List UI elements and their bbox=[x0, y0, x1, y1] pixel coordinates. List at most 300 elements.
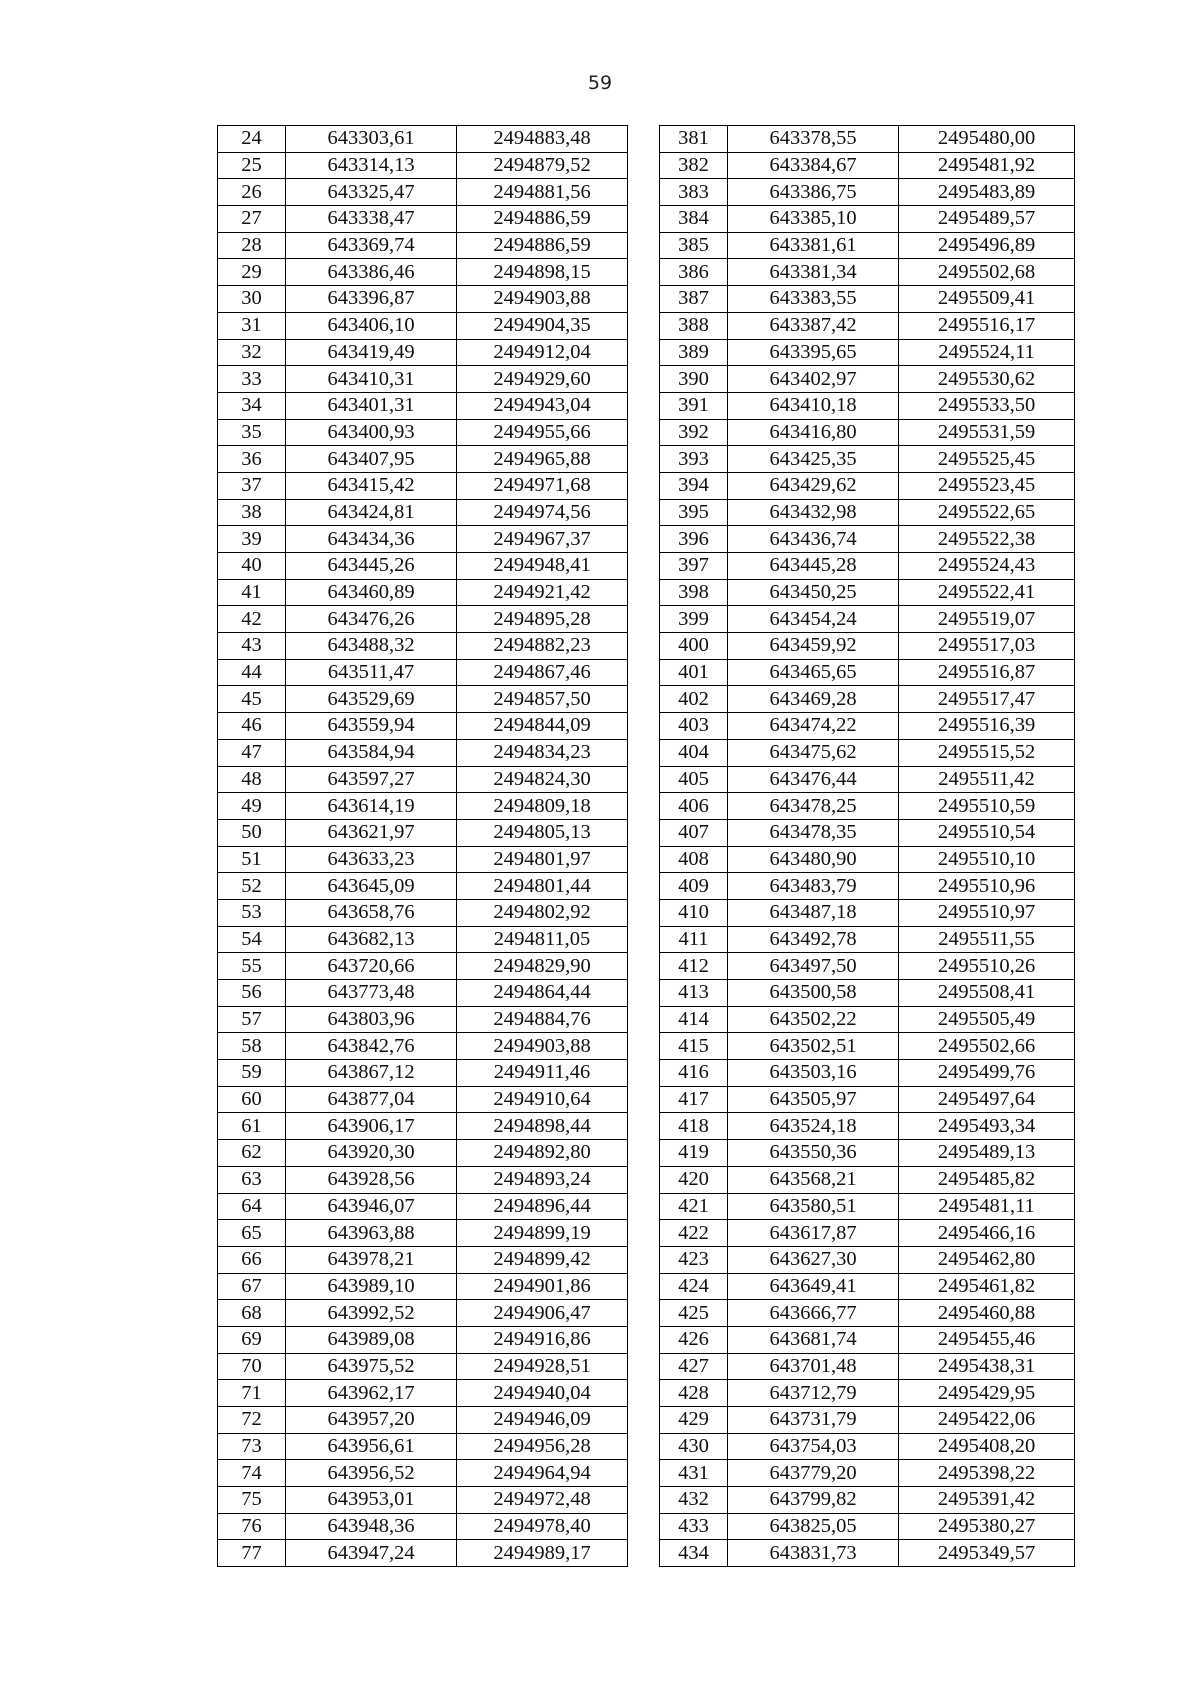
left-y-coordinate-cell: 2494805,13 bbox=[457, 819, 628, 846]
table-row bbox=[218, 1460, 1075, 1487]
table-row bbox=[218, 926, 1075, 953]
right-point-number-cell: 420 bbox=[660, 1166, 728, 1193]
right-point-number-cell: 395 bbox=[660, 499, 728, 526]
left-point-number-cell: 45 bbox=[218, 686, 286, 713]
left-y-coordinate-cell: 2494892,80 bbox=[457, 1140, 628, 1167]
left-point-number-cell: 66 bbox=[218, 1246, 286, 1273]
left-point-number-cell: 61 bbox=[218, 1113, 286, 1140]
right-point-number-cell: 404 bbox=[660, 739, 728, 766]
left-point-number-cell: 72 bbox=[218, 1407, 286, 1434]
left-x-coordinate-cell: 643947,24 bbox=[286, 1540, 457, 1567]
right-x-coordinate-cell: 643459,92 bbox=[728, 633, 899, 660]
right-y-coordinate-cell: 2495517,03 bbox=[899, 633, 1075, 660]
column-gap bbox=[628, 472, 660, 499]
column-gap bbox=[628, 659, 660, 686]
left-y-coordinate-cell: 2494903,88 bbox=[457, 1033, 628, 1060]
right-y-coordinate-cell: 2495530,62 bbox=[899, 366, 1075, 393]
table-row bbox=[218, 1006, 1075, 1033]
left-x-coordinate-cell: 643460,89 bbox=[286, 579, 457, 606]
column-gap bbox=[628, 766, 660, 793]
left-y-coordinate-cell: 2494965,88 bbox=[457, 446, 628, 473]
table-row bbox=[218, 846, 1075, 873]
table-row bbox=[218, 419, 1075, 446]
right-x-coordinate-cell: 643410,18 bbox=[728, 392, 899, 419]
left-y-coordinate-cell: 2494829,90 bbox=[457, 953, 628, 980]
column-gap bbox=[628, 1140, 660, 1167]
left-y-coordinate-cell: 2494801,97 bbox=[457, 846, 628, 873]
column-gap bbox=[628, 1060, 660, 1087]
table-row bbox=[218, 1407, 1075, 1434]
left-y-coordinate-cell: 2494972,48 bbox=[457, 1487, 628, 1514]
left-point-number-cell: 28 bbox=[218, 232, 286, 259]
right-x-coordinate-cell: 643483,79 bbox=[728, 873, 899, 900]
right-point-number-cell: 390 bbox=[660, 366, 728, 393]
right-point-number-cell: 391 bbox=[660, 392, 728, 419]
right-x-coordinate-cell: 643429,62 bbox=[728, 472, 899, 499]
left-point-number-cell: 76 bbox=[218, 1513, 286, 1540]
right-y-coordinate-cell: 2495489,57 bbox=[899, 206, 1075, 233]
left-y-coordinate-cell: 2494882,23 bbox=[457, 633, 628, 660]
left-y-coordinate-cell: 2494893,24 bbox=[457, 1166, 628, 1193]
right-y-coordinate-cell: 2495511,55 bbox=[899, 926, 1075, 953]
table-row bbox=[218, 713, 1075, 740]
column-gap bbox=[628, 1460, 660, 1487]
right-x-coordinate-cell: 643465,65 bbox=[728, 659, 899, 686]
left-y-coordinate-cell: 2494898,15 bbox=[457, 259, 628, 286]
table-row bbox=[218, 312, 1075, 339]
column-gap bbox=[628, 1513, 660, 1540]
right-x-coordinate-cell: 643681,74 bbox=[728, 1326, 899, 1353]
right-point-number-cell: 415 bbox=[660, 1033, 728, 1060]
left-y-coordinate-cell: 2494911,46 bbox=[457, 1060, 628, 1087]
right-y-coordinate-cell: 2495516,17 bbox=[899, 312, 1075, 339]
right-y-coordinate-cell: 2495525,45 bbox=[899, 446, 1075, 473]
left-point-number-cell: 58 bbox=[218, 1033, 286, 1060]
column-gap bbox=[628, 126, 660, 153]
left-y-coordinate-cell: 2494879,52 bbox=[457, 152, 628, 179]
left-point-number-cell: 37 bbox=[218, 472, 286, 499]
column-gap bbox=[628, 553, 660, 580]
table-row bbox=[218, 472, 1075, 499]
column-gap bbox=[628, 499, 660, 526]
table-row bbox=[218, 499, 1075, 526]
right-x-coordinate-cell: 643383,55 bbox=[728, 286, 899, 313]
left-point-number-cell: 42 bbox=[218, 606, 286, 633]
right-y-coordinate-cell: 2495489,13 bbox=[899, 1140, 1075, 1167]
right-point-number-cell: 431 bbox=[660, 1460, 728, 1487]
table-row bbox=[218, 1353, 1075, 1380]
left-point-number-cell: 41 bbox=[218, 579, 286, 606]
left-x-coordinate-cell: 643419,49 bbox=[286, 339, 457, 366]
right-x-coordinate-cell: 643387,42 bbox=[728, 312, 899, 339]
right-y-coordinate-cell: 2495516,87 bbox=[899, 659, 1075, 686]
left-point-number-cell: 27 bbox=[218, 206, 286, 233]
left-y-coordinate-cell: 2494895,28 bbox=[457, 606, 628, 633]
right-x-coordinate-cell: 643432,98 bbox=[728, 499, 899, 526]
left-y-coordinate-cell: 2494881,56 bbox=[457, 179, 628, 206]
column-gap bbox=[628, 392, 660, 419]
right-x-coordinate-cell: 643450,25 bbox=[728, 579, 899, 606]
right-y-coordinate-cell: 2495522,65 bbox=[899, 499, 1075, 526]
left-y-coordinate-cell: 2494910,64 bbox=[457, 1086, 628, 1113]
right-x-coordinate-cell: 643454,24 bbox=[728, 606, 899, 633]
left-point-number-cell: 32 bbox=[218, 339, 286, 366]
left-y-coordinate-cell: 2494904,35 bbox=[457, 312, 628, 339]
left-y-coordinate-cell: 2494974,56 bbox=[457, 499, 628, 526]
left-x-coordinate-cell: 643614,19 bbox=[286, 793, 457, 820]
table-row bbox=[218, 1300, 1075, 1327]
left-point-number-cell: 26 bbox=[218, 179, 286, 206]
right-point-number-cell: 428 bbox=[660, 1380, 728, 1407]
table-row bbox=[218, 1113, 1075, 1140]
table-row bbox=[218, 1033, 1075, 1060]
column-gap bbox=[628, 873, 660, 900]
left-x-coordinate-cell: 643303,61 bbox=[286, 126, 457, 153]
left-x-coordinate-cell: 643962,17 bbox=[286, 1380, 457, 1407]
left-point-number-cell: 54 bbox=[218, 926, 286, 953]
table-row bbox=[218, 126, 1075, 153]
left-y-coordinate-cell: 2494898,44 bbox=[457, 1113, 628, 1140]
left-y-coordinate-cell: 2494824,30 bbox=[457, 766, 628, 793]
right-x-coordinate-cell: 643480,90 bbox=[728, 846, 899, 873]
left-y-coordinate-cell: 2494844,09 bbox=[457, 713, 628, 740]
right-point-number-cell: 400 bbox=[660, 633, 728, 660]
table-row bbox=[218, 446, 1075, 473]
right-y-coordinate-cell: 2495502,68 bbox=[899, 259, 1075, 286]
left-y-coordinate-cell: 2494903,88 bbox=[457, 286, 628, 313]
left-point-number-cell: 75 bbox=[218, 1487, 286, 1514]
table-row bbox=[218, 366, 1075, 393]
left-x-coordinate-cell: 643406,10 bbox=[286, 312, 457, 339]
left-x-coordinate-cell: 643645,09 bbox=[286, 873, 457, 900]
right-y-coordinate-cell: 2495398,22 bbox=[899, 1460, 1075, 1487]
column-gap bbox=[628, 579, 660, 606]
table-row bbox=[218, 286, 1075, 313]
left-x-coordinate-cell: 643906,17 bbox=[286, 1113, 457, 1140]
table-row bbox=[218, 206, 1075, 233]
left-x-coordinate-cell: 643633,23 bbox=[286, 846, 457, 873]
right-point-number-cell: 433 bbox=[660, 1513, 728, 1540]
table-row bbox=[218, 1487, 1075, 1514]
right-y-coordinate-cell: 2495349,57 bbox=[899, 1540, 1075, 1567]
right-x-coordinate-cell: 643568,21 bbox=[728, 1166, 899, 1193]
table-row bbox=[218, 1193, 1075, 1220]
left-y-coordinate-cell: 2494864,44 bbox=[457, 980, 628, 1007]
right-x-coordinate-cell: 643478,35 bbox=[728, 819, 899, 846]
table-row bbox=[218, 659, 1075, 686]
right-x-coordinate-cell: 643476,44 bbox=[728, 766, 899, 793]
left-point-number-cell: 50 bbox=[218, 819, 286, 846]
right-y-coordinate-cell: 2495522,38 bbox=[899, 526, 1075, 553]
left-point-number-cell: 57 bbox=[218, 1006, 286, 1033]
right-y-coordinate-cell: 2495510,97 bbox=[899, 899, 1075, 926]
left-y-coordinate-cell: 2494967,37 bbox=[457, 526, 628, 553]
right-x-coordinate-cell: 643831,73 bbox=[728, 1540, 899, 1567]
right-y-coordinate-cell: 2495510,10 bbox=[899, 846, 1075, 873]
right-x-coordinate-cell: 643425,35 bbox=[728, 446, 899, 473]
right-point-number-cell: 408 bbox=[660, 846, 728, 873]
left-x-coordinate-cell: 643877,04 bbox=[286, 1086, 457, 1113]
column-gap bbox=[628, 312, 660, 339]
right-y-coordinate-cell: 2495511,42 bbox=[899, 766, 1075, 793]
column-gap bbox=[628, 339, 660, 366]
left-x-coordinate-cell: 643476,26 bbox=[286, 606, 457, 633]
right-y-coordinate-cell: 2495509,41 bbox=[899, 286, 1075, 313]
left-x-coordinate-cell: 643369,74 bbox=[286, 232, 457, 259]
column-gap bbox=[628, 819, 660, 846]
right-point-number-cell: 419 bbox=[660, 1140, 728, 1167]
left-point-number-cell: 59 bbox=[218, 1060, 286, 1087]
column-gap bbox=[628, 206, 660, 233]
table-row bbox=[218, 793, 1075, 820]
left-point-number-cell: 49 bbox=[218, 793, 286, 820]
right-x-coordinate-cell: 643378,55 bbox=[728, 126, 899, 153]
right-x-coordinate-cell: 643666,77 bbox=[728, 1300, 899, 1327]
left-point-number-cell: 60 bbox=[218, 1086, 286, 1113]
table-row bbox=[218, 1326, 1075, 1353]
left-x-coordinate-cell: 643948,36 bbox=[286, 1513, 457, 1540]
left-y-coordinate-cell: 2494948,41 bbox=[457, 553, 628, 580]
right-x-coordinate-cell: 643550,36 bbox=[728, 1140, 899, 1167]
table-row bbox=[218, 1380, 1075, 1407]
left-x-coordinate-cell: 643621,97 bbox=[286, 819, 457, 846]
right-point-number-cell: 422 bbox=[660, 1220, 728, 1247]
right-y-coordinate-cell: 2495483,89 bbox=[899, 179, 1075, 206]
right-y-coordinate-cell: 2495466,16 bbox=[899, 1220, 1075, 1247]
right-x-coordinate-cell: 643627,30 bbox=[728, 1246, 899, 1273]
right-point-number-cell: 382 bbox=[660, 152, 728, 179]
left-point-number-cell: 52 bbox=[218, 873, 286, 900]
table-row bbox=[218, 1086, 1075, 1113]
right-x-coordinate-cell: 643474,22 bbox=[728, 713, 899, 740]
right-x-coordinate-cell: 643779,20 bbox=[728, 1460, 899, 1487]
right-x-coordinate-cell: 643505,97 bbox=[728, 1086, 899, 1113]
left-y-coordinate-cell: 2494955,66 bbox=[457, 419, 628, 446]
left-x-coordinate-cell: 643963,88 bbox=[286, 1220, 457, 1247]
column-gap bbox=[628, 1006, 660, 1033]
column-gap bbox=[628, 526, 660, 553]
column-gap bbox=[628, 713, 660, 740]
left-point-number-cell: 74 bbox=[218, 1460, 286, 1487]
right-x-coordinate-cell: 643475,62 bbox=[728, 739, 899, 766]
left-point-number-cell: 47 bbox=[218, 739, 286, 766]
right-y-coordinate-cell: 2495524,43 bbox=[899, 553, 1075, 580]
column-gap bbox=[628, 1380, 660, 1407]
right-point-number-cell: 430 bbox=[660, 1433, 728, 1460]
left-x-coordinate-cell: 643658,76 bbox=[286, 899, 457, 926]
left-point-number-cell: 65 bbox=[218, 1220, 286, 1247]
left-x-coordinate-cell: 643434,36 bbox=[286, 526, 457, 553]
left-x-coordinate-cell: 643956,61 bbox=[286, 1433, 457, 1460]
right-point-number-cell: 405 bbox=[660, 766, 728, 793]
column-gap bbox=[628, 419, 660, 446]
right-point-number-cell: 387 bbox=[660, 286, 728, 313]
left-point-number-cell: 53 bbox=[218, 899, 286, 926]
right-y-coordinate-cell: 2495429,95 bbox=[899, 1380, 1075, 1407]
right-point-number-cell: 394 bbox=[660, 472, 728, 499]
column-gap bbox=[628, 846, 660, 873]
left-x-coordinate-cell: 643529,69 bbox=[286, 686, 457, 713]
right-point-number-cell: 386 bbox=[660, 259, 728, 286]
right-x-coordinate-cell: 643487,18 bbox=[728, 899, 899, 926]
left-point-number-cell: 69 bbox=[218, 1326, 286, 1353]
right-x-coordinate-cell: 643381,61 bbox=[728, 232, 899, 259]
right-point-number-cell: 392 bbox=[660, 419, 728, 446]
left-x-coordinate-cell: 643445,26 bbox=[286, 553, 457, 580]
table-row bbox=[218, 686, 1075, 713]
right-y-coordinate-cell: 2495496,89 bbox=[899, 232, 1075, 259]
column-gap bbox=[628, 1220, 660, 1247]
right-point-number-cell: 416 bbox=[660, 1060, 728, 1087]
table-row bbox=[218, 980, 1075, 1007]
right-point-number-cell: 426 bbox=[660, 1326, 728, 1353]
right-y-coordinate-cell: 2495510,59 bbox=[899, 793, 1075, 820]
right-y-coordinate-cell: 2495510,96 bbox=[899, 873, 1075, 900]
left-x-coordinate-cell: 643401,31 bbox=[286, 392, 457, 419]
left-x-coordinate-cell: 643407,95 bbox=[286, 446, 457, 473]
left-x-coordinate-cell: 643338,47 bbox=[286, 206, 457, 233]
right-x-coordinate-cell: 643436,74 bbox=[728, 526, 899, 553]
right-y-coordinate-cell: 2495523,45 bbox=[899, 472, 1075, 499]
left-x-coordinate-cell: 643386,46 bbox=[286, 259, 457, 286]
table-row bbox=[218, 179, 1075, 206]
column-gap bbox=[628, 1433, 660, 1460]
left-x-coordinate-cell: 643488,32 bbox=[286, 633, 457, 660]
right-x-coordinate-cell: 643502,22 bbox=[728, 1006, 899, 1033]
left-point-number-cell: 31 bbox=[218, 312, 286, 339]
right-y-coordinate-cell: 2495461,82 bbox=[899, 1273, 1075, 1300]
right-x-coordinate-cell: 643492,78 bbox=[728, 926, 899, 953]
left-x-coordinate-cell: 643928,56 bbox=[286, 1166, 457, 1193]
coordinates-table bbox=[217, 125, 1075, 1567]
right-point-number-cell: 429 bbox=[660, 1407, 728, 1434]
right-y-coordinate-cell: 2495510,54 bbox=[899, 819, 1075, 846]
right-y-coordinate-cell: 2495522,41 bbox=[899, 579, 1075, 606]
right-x-coordinate-cell: 643395,65 bbox=[728, 339, 899, 366]
right-point-number-cell: 399 bbox=[660, 606, 728, 633]
left-x-coordinate-cell: 643325,47 bbox=[286, 179, 457, 206]
table-row bbox=[218, 633, 1075, 660]
right-point-number-cell: 423 bbox=[660, 1246, 728, 1273]
table-row bbox=[218, 259, 1075, 286]
right-y-coordinate-cell: 2495380,27 bbox=[899, 1513, 1075, 1540]
right-y-coordinate-cell: 2495508,41 bbox=[899, 980, 1075, 1007]
left-point-number-cell: 73 bbox=[218, 1433, 286, 1460]
left-y-coordinate-cell: 2494978,40 bbox=[457, 1513, 628, 1540]
table-row bbox=[218, 1246, 1075, 1273]
right-y-coordinate-cell: 2495438,31 bbox=[899, 1353, 1075, 1380]
left-point-number-cell: 44 bbox=[218, 659, 286, 686]
left-point-number-cell: 64 bbox=[218, 1193, 286, 1220]
right-y-coordinate-cell: 2495481,11 bbox=[899, 1193, 1075, 1220]
left-y-coordinate-cell: 2494940,04 bbox=[457, 1380, 628, 1407]
right-y-coordinate-cell: 2495515,52 bbox=[899, 739, 1075, 766]
column-gap bbox=[628, 1086, 660, 1113]
left-y-coordinate-cell: 2494901,86 bbox=[457, 1273, 628, 1300]
left-y-coordinate-cell: 2494964,94 bbox=[457, 1460, 628, 1487]
right-x-coordinate-cell: 643524,18 bbox=[728, 1113, 899, 1140]
left-y-coordinate-cell: 2494867,46 bbox=[457, 659, 628, 686]
column-gap bbox=[628, 1113, 660, 1140]
left-point-number-cell: 34 bbox=[218, 392, 286, 419]
left-y-coordinate-cell: 2494883,48 bbox=[457, 126, 628, 153]
column-gap bbox=[628, 1300, 660, 1327]
left-x-coordinate-cell: 643953,01 bbox=[286, 1487, 457, 1514]
left-x-coordinate-cell: 643314,13 bbox=[286, 152, 457, 179]
left-y-coordinate-cell: 2494906,47 bbox=[457, 1300, 628, 1327]
left-y-coordinate-cell: 2494943,04 bbox=[457, 392, 628, 419]
right-y-coordinate-cell: 2495391,42 bbox=[899, 1487, 1075, 1514]
left-x-coordinate-cell: 643410,31 bbox=[286, 366, 457, 393]
right-x-coordinate-cell: 643384,67 bbox=[728, 152, 899, 179]
right-x-coordinate-cell: 643402,97 bbox=[728, 366, 899, 393]
column-gap bbox=[628, 179, 660, 206]
right-point-number-cell: 414 bbox=[660, 1006, 728, 1033]
right-y-coordinate-cell: 2495516,39 bbox=[899, 713, 1075, 740]
column-gap bbox=[628, 1353, 660, 1380]
right-point-number-cell: 413 bbox=[660, 980, 728, 1007]
left-x-coordinate-cell: 643956,52 bbox=[286, 1460, 457, 1487]
right-x-coordinate-cell: 643799,82 bbox=[728, 1487, 899, 1514]
right-y-coordinate-cell: 2495524,11 bbox=[899, 339, 1075, 366]
right-x-coordinate-cell: 643502,51 bbox=[728, 1033, 899, 1060]
table-row bbox=[218, 526, 1075, 553]
table-row bbox=[218, 606, 1075, 633]
left-y-coordinate-cell: 2494802,92 bbox=[457, 899, 628, 926]
right-y-coordinate-cell: 2495422,06 bbox=[899, 1407, 1075, 1434]
right-point-number-cell: 406 bbox=[660, 793, 728, 820]
left-point-number-cell: 71 bbox=[218, 1380, 286, 1407]
left-y-coordinate-cell: 2494896,44 bbox=[457, 1193, 628, 1220]
right-y-coordinate-cell: 2495505,49 bbox=[899, 1006, 1075, 1033]
column-gap bbox=[628, 1033, 660, 1060]
column-gap bbox=[628, 1246, 660, 1273]
right-point-number-cell: 407 bbox=[660, 819, 728, 846]
left-y-coordinate-cell: 2494946,09 bbox=[457, 1407, 628, 1434]
right-x-coordinate-cell: 643416,80 bbox=[728, 419, 899, 446]
right-point-number-cell: 417 bbox=[660, 1086, 728, 1113]
right-x-coordinate-cell: 643478,25 bbox=[728, 793, 899, 820]
left-point-number-cell: 68 bbox=[218, 1300, 286, 1327]
right-point-number-cell: 427 bbox=[660, 1353, 728, 1380]
table-row bbox=[218, 232, 1075, 259]
left-y-coordinate-cell: 2494811,05 bbox=[457, 926, 628, 953]
left-x-coordinate-cell: 643597,27 bbox=[286, 766, 457, 793]
column-gap bbox=[628, 152, 660, 179]
left-x-coordinate-cell: 643946,07 bbox=[286, 1193, 457, 1220]
table-row bbox=[218, 1273, 1075, 1300]
left-point-number-cell: 40 bbox=[218, 553, 286, 580]
left-point-number-cell: 77 bbox=[218, 1540, 286, 1567]
left-x-coordinate-cell: 643396,87 bbox=[286, 286, 457, 313]
left-y-coordinate-cell: 2494916,86 bbox=[457, 1326, 628, 1353]
page-number: 59 bbox=[587, 72, 613, 94]
right-point-number-cell: 409 bbox=[660, 873, 728, 900]
column-gap bbox=[628, 606, 660, 633]
left-y-coordinate-cell: 2494929,60 bbox=[457, 366, 628, 393]
right-point-number-cell: 434 bbox=[660, 1540, 728, 1567]
right-y-coordinate-cell: 2495462,80 bbox=[899, 1246, 1075, 1273]
right-x-coordinate-cell: 643731,79 bbox=[728, 1407, 899, 1434]
table-row bbox=[218, 739, 1075, 766]
right-point-number-cell: 410 bbox=[660, 899, 728, 926]
right-point-number-cell: 381 bbox=[660, 126, 728, 153]
right-point-number-cell: 401 bbox=[660, 659, 728, 686]
left-point-number-cell: 35 bbox=[218, 419, 286, 446]
left-point-number-cell: 33 bbox=[218, 366, 286, 393]
left-x-coordinate-cell: 643975,52 bbox=[286, 1353, 457, 1380]
left-point-number-cell: 48 bbox=[218, 766, 286, 793]
